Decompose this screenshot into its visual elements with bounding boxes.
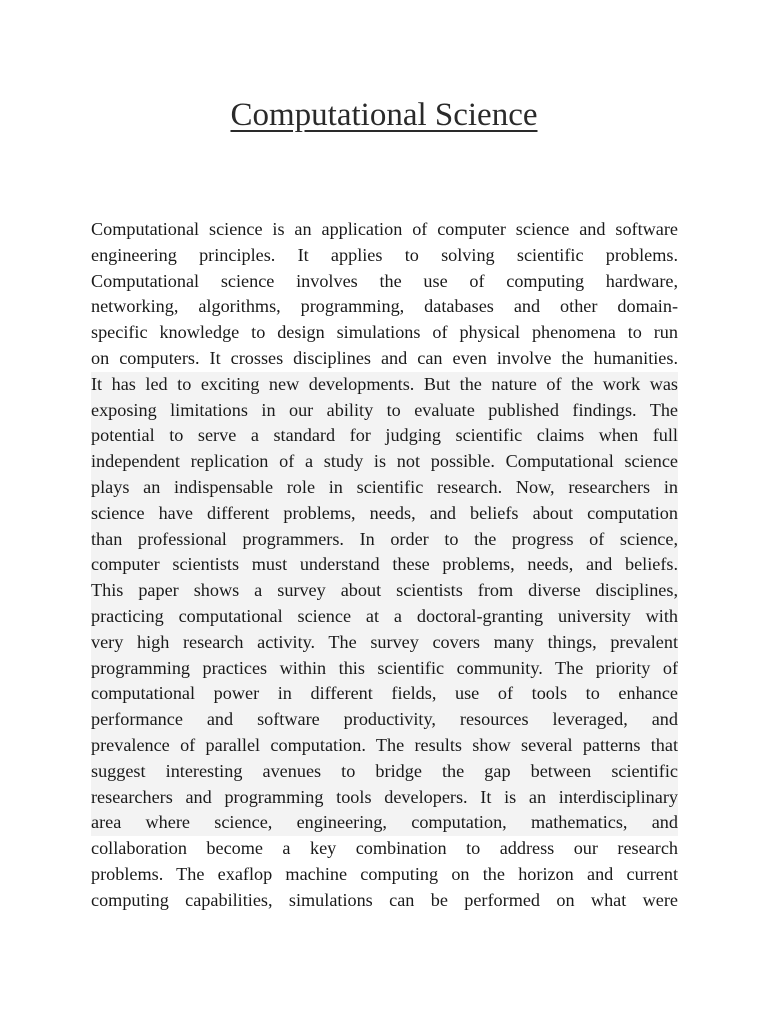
body-text-line: computational power in different fields, use of tools to enhance <box>91 681 678 707</box>
body-text-line: independent replication of a study is not possible. Computational science <box>91 449 678 475</box>
body-text-line: networking, algorithms, programming, databases and other domain- <box>91 296 678 317</box>
body-text-line: area where science, engineering, computation, mathematics, and <box>91 810 678 836</box>
body-text-line: performance and software productivity, resources leveraged, and <box>91 707 678 733</box>
body-text-line: Computational science involves the use of computing hardware, <box>91 270 678 291</box>
body-text-line: computer scientists must understand these problems, needs, and beliefs. <box>91 552 678 578</box>
body-text-line: researchers and programming tools developers. It is an interdisciplinary <box>91 785 678 811</box>
body-text-line: prevalence of parallel computation. The results show several patterns that <box>91 733 678 759</box>
body-text-line: This paper shows a survey about scientists from diverse disciplines, <box>91 578 678 604</box>
body-text-line: Computational science is an application of computer science and software <box>91 219 678 239</box>
body-text-line: specific knowledge to design simulations of physical phenomena to run <box>91 322 678 343</box>
body-text-line: computing capabilities, simulations can be performed on what were <box>91 889 678 910</box>
body-text-line: It has led to exciting new developments. But the nature of the work was <box>91 372 678 398</box>
body-text-line: collaboration become a key combination to address our research <box>91 838 678 859</box>
body-text-line: suggest interesting avenues to bridge the gap between scientific <box>91 759 678 785</box>
page-title: Computational Science <box>230 97 538 133</box>
body-text-line: practicing computational science at a doctoral-granting university with <box>91 604 678 630</box>
body-text <box>91 217 678 914</box>
body-text-line: science have different problems, needs, and beliefs about computation <box>91 501 678 527</box>
body-text-line: programming practices within this scientific community. The priority of <box>91 656 678 682</box>
body-text-line: potential to serve a standard for judging scientific claims when full <box>91 423 678 449</box>
body-text-line: on computers. It crosses disciplines and can even involve the humanities. <box>91 347 678 368</box>
body-text-line: exposing limitations in our ability to evaluate published findings. The <box>91 398 678 424</box>
body-text-line: very high research activity. The survey covers many things, prevalent <box>91 630 678 656</box>
body-text-line: problems. The exaflop machine computing on the horizon and current <box>91 863 678 884</box>
body-text-line: plays an indispensable role in scientific research. Now, researchers in <box>91 475 678 501</box>
body-text-line: engineering principles. It applies to solving scientific problems. <box>91 244 678 265</box>
body-text-line: than professional programmers. In order to the progress of science, <box>91 527 678 553</box>
